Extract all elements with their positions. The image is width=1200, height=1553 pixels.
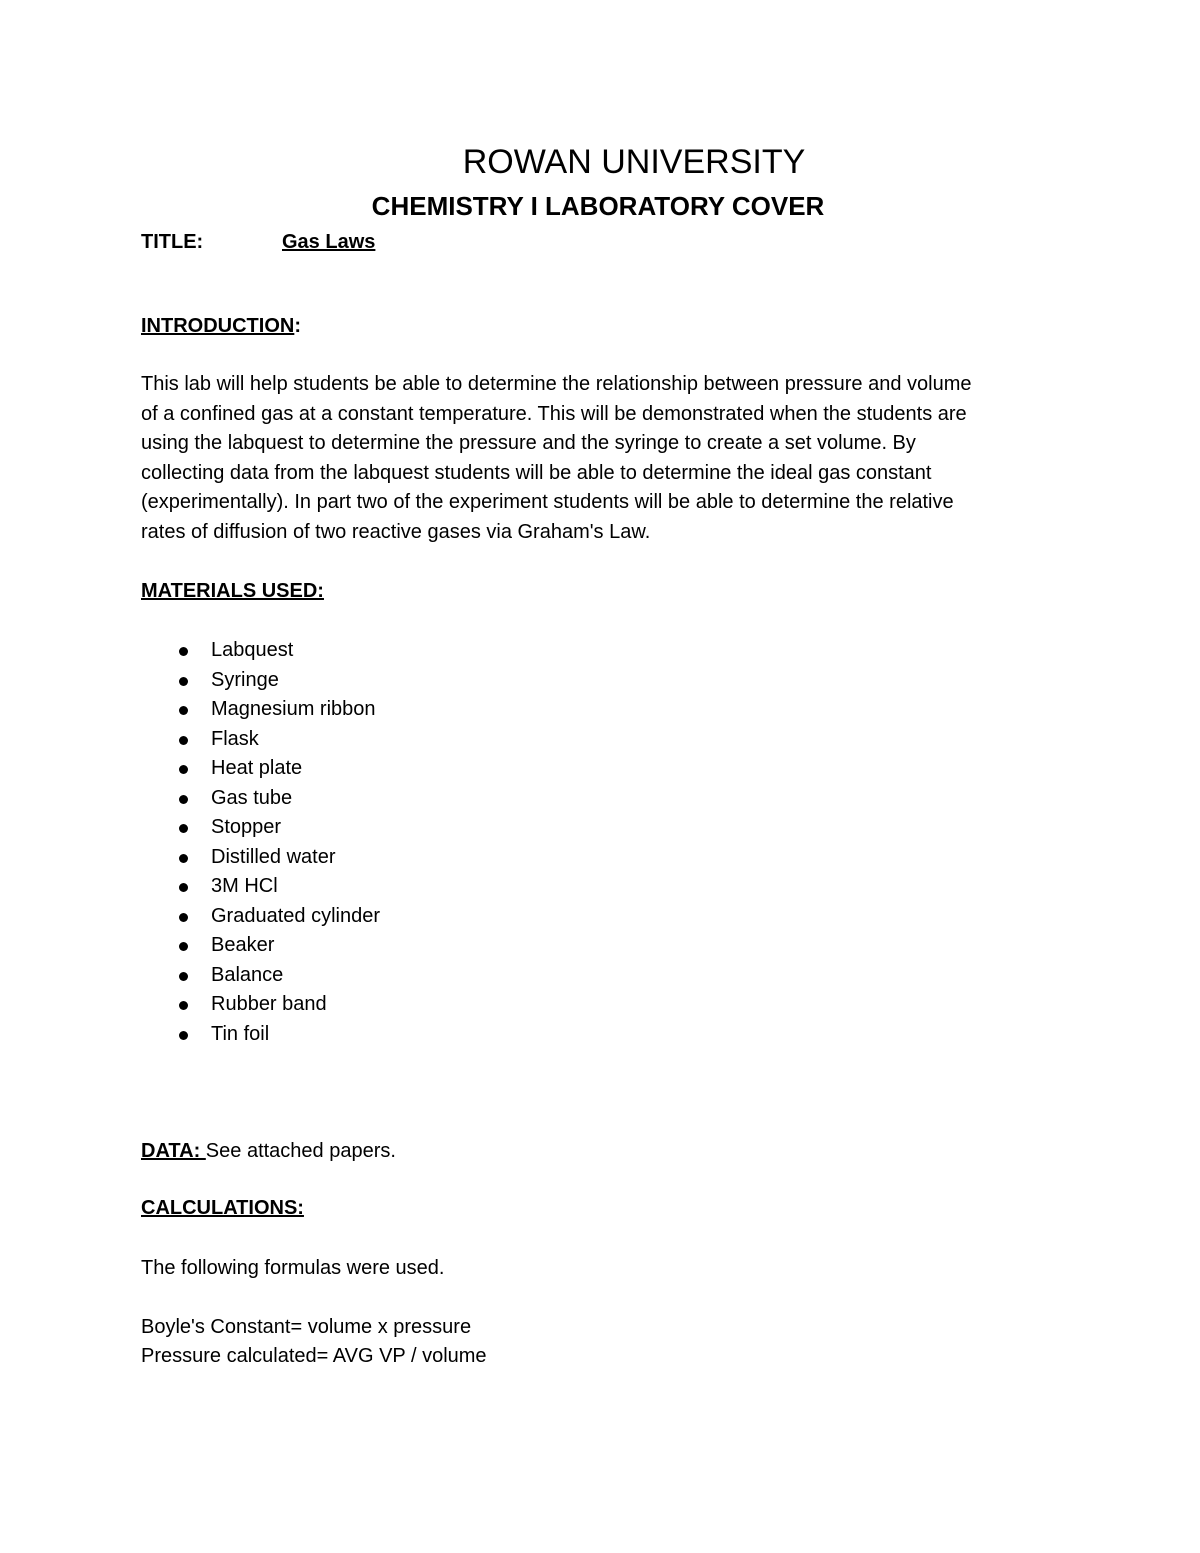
university-name: ROWAN UNIVERSITY: [462, 143, 806, 181]
introduction-heading-text: INTRODUCTION: [141, 315, 295, 337]
formula-line: Pressure calculated= AVG VP / volume: [141, 1345, 487, 1367]
list-item: [141, 695, 380, 725]
list-item: [141, 813, 380, 843]
list-item: [141, 990, 380, 1020]
introduction-line: (experimentally). In part two of the experiment students will be able to determine the relative: [141, 491, 954, 514]
calculations-heading: CALCULATIONS:: [141, 1197, 304, 1219]
introduction-line: of a confined gas at a constant temperature. This will be demonstrated when the students are: [141, 402, 967, 425]
title-label: TITLE:: [141, 231, 204, 253]
material-label: Tin foil: [211, 1022, 270, 1045]
materials-list: [141, 636, 380, 1049]
list-item: [141, 784, 380, 814]
introduction-paragraph: [141, 370, 1061, 548]
bullet-icon: [179, 972, 188, 981]
introduction-line: This lab will help students be able to determine the relationship between pressure and volume: [141, 373, 972, 395]
cover-title: CHEMISTRY I LABORATORY COVER: [371, 191, 825, 221]
materials-heading: MATERIALS USED:: [141, 580, 324, 602]
material-label: Stopper: [211, 816, 282, 838]
material-label: Rubber band: [211, 993, 327, 1015]
bullet-icon: [179, 824, 188, 833]
material-label: Balance: [211, 963, 284, 986]
list-item: [141, 754, 380, 784]
bullet-icon: [179, 1001, 188, 1010]
data-section: [141, 1137, 396, 1165]
material-label: 3M HCl: [211, 875, 278, 897]
bullet-icon: [179, 736, 188, 745]
bullet-icon: [179, 913, 188, 922]
bullet-icon: [179, 795, 188, 804]
material-label: Magnesium ribbon: [211, 698, 376, 720]
material-label: Graduated cylinder: [211, 904, 380, 927]
list-item: [141, 931, 380, 961]
list-item: [141, 843, 380, 873]
data-heading: DATA:: [141, 1140, 206, 1162]
bullet-icon: [179, 942, 188, 951]
formula-line: Boyle's Constant= volume x pressure: [141, 1316, 472, 1338]
material-label: Heat plate: [211, 757, 303, 779]
bullet-icon: [179, 854, 188, 863]
title-value: Gas Laws: [282, 231, 376, 253]
list-item: [141, 872, 380, 902]
introduction-line: rates of diffusion of two reactive gases via Graham's Law.: [141, 520, 651, 543]
material-label: Flask: [211, 727, 259, 750]
list-item: [141, 1020, 380, 1050]
bullet-icon: [179, 706, 188, 715]
bullet-icon: [179, 647, 188, 656]
material-label: Gas tube: [211, 786, 293, 809]
list-item: [141, 725, 380, 755]
material-label: Distilled water: [211, 845, 336, 868]
list-item: [141, 636, 380, 666]
material-label: Labquest: [211, 639, 294, 661]
introduction-line: collecting data from the labquest students will be able to determine the ideal gas constant: [141, 461, 932, 484]
bullet-icon: [179, 765, 188, 774]
data-text: See attached papers.: [205, 1140, 396, 1162]
bullet-icon: [179, 677, 188, 686]
list-item: [141, 961, 380, 991]
list-item: [141, 666, 380, 696]
material-label: Syringe: [211, 668, 279, 691]
introduction-line: using the labquest to determine the pressure and the syringe to create a set volume. By: [141, 432, 916, 455]
bullet-icon: [179, 1031, 188, 1040]
introduction-heading-colon: :: [294, 315, 301, 337]
material-label: Beaker: [211, 934, 275, 956]
bullet-icon: [179, 883, 188, 892]
calculations-intro: The following formulas were used.: [141, 1257, 445, 1279]
introduction-heading: [141, 312, 301, 340]
list-item: [141, 902, 380, 932]
